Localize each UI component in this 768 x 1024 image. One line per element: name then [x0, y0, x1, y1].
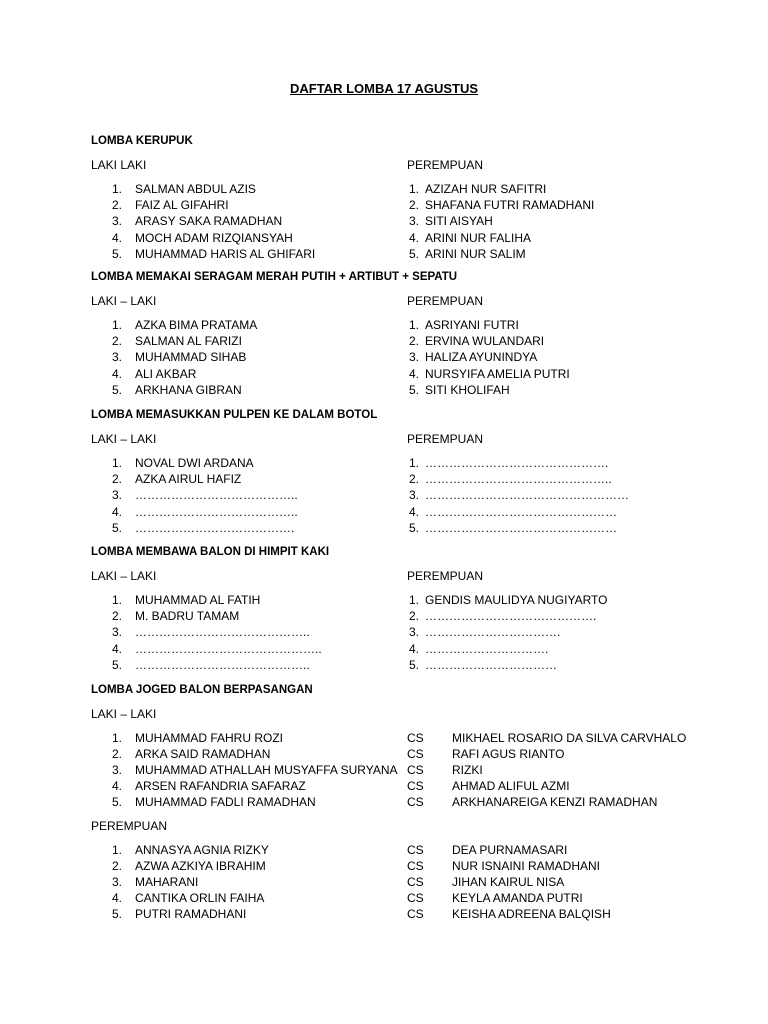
participant-name: ………………………………….. — [135, 488, 298, 503]
list-number: 1. — [409, 318, 420, 332]
participant-name: SITI KHOLIFAH — [425, 382, 510, 397]
pair-left-name: PUTRI RAMADHANI — [135, 907, 247, 921]
participant-name: …………………………. — [425, 641, 549, 656]
list-number: 2. — [409, 472, 420, 487]
pair-right-name: KEISHA ADREENA BALQISH — [452, 907, 611, 921]
participant-name: SHAFANA FUTRI RAMADHANI — [425, 198, 595, 213]
right-column-label: PEREMPUAN — [407, 158, 484, 172]
list-number: 3. — [112, 214, 123, 229]
participant-name: ………………………………….. — [135, 504, 298, 519]
pair-right-name: ARKHANAREIGA KENZI RAMADHAN — [452, 795, 658, 809]
document-title: DAFTAR LOMBA 17 AGUSTUS — [289, 81, 479, 96]
pair-right-name: JIHAN KAIRUL NISA — [452, 875, 565, 889]
participant-name: AZKA AIRUL HAFIZ — [135, 472, 242, 487]
list-number: 2. — [409, 198, 420, 213]
list-number: 2. — [409, 609, 420, 624]
pair-cs-marker: CS — [407, 907, 424, 921]
pair-left-name: MUHAMMAD ATHALLAH MUSYAFFA SURYANA — [135, 763, 398, 777]
list-number: 4. — [409, 641, 420, 656]
pair-left-name: MAHARANI — [135, 875, 199, 889]
list-number: 5. — [409, 657, 420, 672]
list-number: 3. — [409, 488, 420, 503]
participant-name: ARASY SAKA RAMADHAN — [135, 214, 283, 229]
participant-name: ASRIYANI FUTRI — [425, 318, 519, 332]
pair-right-name: DEA PURNAMASARI — [452, 843, 568, 857]
participant-name: SITI AISYAH — [425, 214, 493, 229]
list-number: 3. — [112, 875, 123, 889]
pair-cs-marker: CS — [407, 875, 424, 889]
list-number: 1. — [409, 182, 420, 196]
pair-right-name: KEYLA AMANDA PUTRI — [452, 891, 583, 905]
pair-cs-marker: CS — [407, 779, 424, 793]
list-number: 3. — [112, 488, 123, 503]
participant-name: ……………………………………. — [425, 609, 597, 624]
participant-name: MUHAMMAD HARIS AL GHIFARI — [135, 246, 316, 261]
participant-name: …………………………………….. — [135, 657, 310, 672]
pair-cs-marker: CS — [407, 843, 424, 857]
participant-name: AZKA BIMA PRATAMA — [135, 318, 258, 332]
list-number: 4. — [409, 504, 420, 519]
list-number: 4. — [112, 230, 123, 245]
left-column-label: LAKI LAKI — [91, 158, 147, 172]
list-number: 5. — [409, 520, 420, 535]
list-number: 4. — [409, 230, 420, 245]
participant-name: ERVINA WULANDARI — [425, 334, 545, 349]
list-number: 5. — [112, 657, 123, 672]
section-heading: LOMBA JOGED BALON BERPASANGAN — [91, 684, 313, 696]
list-number: 1. — [112, 731, 123, 745]
participant-name: ……………………………. — [425, 625, 561, 640]
pair-cs-marker: CS — [407, 747, 424, 761]
participant-name: GENDIS MAULIDYA NUGIYARTO — [425, 593, 608, 607]
participant-name: FAIZ AL GIFAHRI — [135, 198, 229, 213]
participant-name: HALIZA AYUNINDYA — [425, 350, 538, 365]
list-number: 5. — [112, 795, 123, 809]
participant-name: ARKHANA GIBRAN — [135, 382, 242, 397]
participant-name: ARINI NUR FALIHA — [425, 230, 532, 245]
right-column-label: PEREMPUAN — [407, 432, 484, 446]
participant-name: ………………………………………… — [425, 504, 617, 519]
participant-name: MUHAMMAD SIHAB — [135, 350, 247, 365]
list-number: 1. — [409, 456, 420, 470]
participant-name: ……………………………………….. — [425, 472, 612, 487]
list-number: 3. — [112, 625, 123, 640]
list-number: 3. — [112, 763, 123, 777]
participant-name: SALMAN AL FARIZI — [135, 334, 242, 349]
participant-name: SALMAN ABDUL AZIS — [135, 182, 256, 196]
list-number: 5. — [112, 907, 123, 921]
participant-name: ………………………………………… — [425, 520, 617, 535]
list-number: 3. — [409, 625, 420, 640]
pair-cs-marker: CS — [407, 731, 424, 745]
list-number: 3. — [409, 214, 420, 229]
section-heading: LOMBA MEMASUKKAN PULPEN KE DALAM BOTOL — [91, 409, 378, 421]
pair-left-name: ARKA SAID RAMADHAN — [135, 747, 271, 761]
list-number: 4. — [112, 366, 123, 381]
participant-name: …………………………… — [425, 657, 557, 672]
left-column-label: LAKI – LAKI — [91, 432, 157, 446]
pair-cs-marker: CS — [407, 859, 424, 873]
pair-right-name: RIZKI — [452, 763, 483, 777]
list-number: 4. — [112, 891, 123, 905]
list-number: 5. — [409, 382, 420, 397]
list-number: 1. — [112, 593, 123, 607]
list-number: 1. — [112, 318, 123, 332]
left-column-label: LAKI – LAKI — [91, 569, 157, 583]
participant-name: ……………………………………….. — [135, 641, 322, 656]
participant-name: MUHAMMAD AL FATIH — [135, 593, 261, 607]
pair-left-name: CANTIKA ORLIN FAIHA — [135, 891, 265, 905]
pair-left-name: ARSEN RAFANDRIA SAFARAZ — [135, 779, 306, 793]
list-number: 3. — [409, 350, 420, 365]
participant-name: ALI AKBAR — [135, 366, 197, 381]
list-number: 4. — [112, 504, 123, 519]
group-label: PEREMPUAN — [91, 819, 168, 833]
right-column-label: PEREMPUAN — [407, 569, 484, 583]
pair-left-name: AZWA AZKIYA IBRAHIM — [135, 859, 266, 873]
list-number: 2. — [409, 334, 420, 349]
list-number: 3. — [112, 350, 123, 365]
list-number: 1. — [112, 843, 123, 857]
participant-name: NURSYIFA AMELIA PUTRI — [425, 366, 570, 381]
list-number: 2. — [112, 609, 123, 624]
list-number: 2. — [112, 747, 123, 761]
section-heading: LOMBA MEMBAWA BALON DI HIMPIT KAKI — [91, 546, 330, 558]
left-column-label: LAKI – LAKI — [91, 294, 157, 308]
list-number: 4. — [112, 641, 123, 656]
list-number: 1. — [409, 593, 420, 607]
list-number: 2. — [112, 859, 123, 873]
pair-right-name: MIKHAEL ROSARIO DA SILVA CARVHALO — [452, 731, 687, 745]
list-number: 2. — [112, 334, 123, 349]
section-heading: LOMBA MEMAKAI SERAGAM MERAH PUTIH + ARTIBUT + SEPATU — [91, 271, 458, 283]
list-number: 5. — [112, 382, 123, 397]
list-number: 2. — [112, 472, 123, 487]
participant-name: ARINI NUR SALIM — [425, 246, 526, 261]
participant-name: …………………………………….. — [135, 625, 310, 640]
list-number: 2. — [112, 198, 123, 213]
list-number: 1. — [112, 456, 123, 470]
list-number: 5. — [112, 520, 123, 535]
pair-right-name: AHMAD ALIFUL AZMI — [452, 779, 570, 793]
pair-right-name: NUR ISNAINI RAMADHANI — [452, 859, 601, 873]
section-heading: LOMBA KERUPUK — [91, 135, 193, 147]
participant-name: AZIZAH NUR SAFITRI — [425, 182, 547, 196]
pair-cs-marker: CS — [407, 795, 424, 809]
pair-left-name: ANNASYA AGNIA RIZKY — [135, 843, 269, 857]
participant-name: ………………………………………. — [425, 456, 609, 470]
pair-cs-marker: CS — [407, 891, 424, 905]
right-column-label: PEREMPUAN — [407, 294, 484, 308]
list-number: 4. — [409, 366, 420, 381]
pair-cs-marker: CS — [407, 763, 424, 777]
participant-name: NOVAL DWI ARDANA — [135, 456, 254, 470]
participant-name: M. BADRU TAMAM — [135, 609, 240, 624]
pair-left-name: MUHAMMAD FAHRU ROZI — [135, 731, 283, 745]
list-number: 4. — [112, 779, 123, 793]
pair-left-name: MUHAMMAD FADLI RAMADHAN — [135, 795, 316, 809]
participant-name: …………………………………………… — [425, 488, 629, 503]
participant-name: …………………………………. — [135, 520, 295, 535]
participant-name: MOCH ADAM RIZQIANSYAH — [135, 230, 293, 245]
list-number: 1. — [112, 182, 123, 196]
pair-right-name: RAFI AGUS RIANTO — [452, 747, 565, 761]
list-number: 5. — [112, 246, 123, 261]
group-label: LAKI – LAKI — [91, 707, 157, 721]
list-number: 5. — [409, 246, 420, 261]
